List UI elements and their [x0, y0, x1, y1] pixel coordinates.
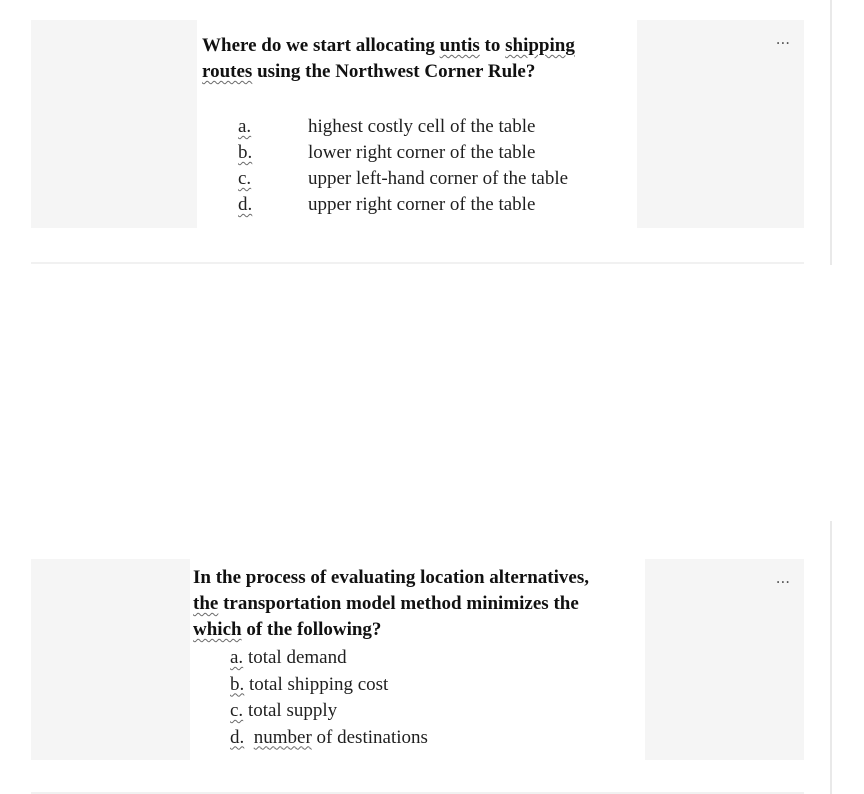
panel-edge-line — [830, 521, 832, 794]
option-text: highest costly cell of the table — [308, 116, 536, 137]
option-letter: d. — [238, 194, 253, 215]
answer-option-a[interactable] — [230, 645, 428, 672]
option-text: of destinations — [311, 726, 428, 748]
panel-edge-line — [830, 0, 832, 265]
answer-option-c[interactable] — [238, 166, 568, 192]
card-padding-right — [645, 559, 804, 760]
option-letter: a. — [230, 647, 244, 668]
answer-options — [230, 645, 428, 751]
answer-option-d[interactable] — [230, 725, 428, 752]
option-text: total shipping cost — [244, 673, 389, 695]
answer-options — [238, 114, 568, 218]
answer-option-b[interactable] — [230, 672, 428, 699]
more-options-icon[interactable]: ... — [775, 30, 790, 48]
answer-option-a[interactable] — [238, 114, 568, 140]
card-padding-left — [31, 559, 190, 760]
answer-option-d[interactable] — [238, 192, 568, 218]
option-letter: c. — [230, 700, 244, 721]
card-padding-left — [31, 20, 197, 228]
question-text: In the process of evaluating location alternatives, the transportation model method minimizes the which of the following? — [193, 567, 589, 640]
option-letter: a. — [238, 116, 252, 137]
more-options-icon[interactable]: ... — [775, 569, 790, 587]
option-letter: d. — [230, 726, 245, 748]
answer-option-c[interactable] — [230, 698, 428, 725]
option-letter: b. — [238, 142, 253, 163]
question-text: Where do we start allocating untis to shipping routes using the Northwest Corner Rule? — [202, 35, 575, 82]
option-text: lower right corner of the table — [308, 142, 536, 163]
question-card-1 — [31, 20, 804, 228]
option-spacer — [244, 727, 254, 748]
option-letter: c. — [238, 168, 252, 189]
question-card-2 — [31, 559, 804, 760]
option-text-squiggly: number — [253, 726, 312, 748]
section-divider — [31, 262, 804, 264]
card-padding-right — [637, 20, 804, 228]
option-text: total demand — [243, 647, 347, 668]
option-text: upper left-hand corner of the table — [308, 168, 569, 189]
answer-option-b[interactable] — [238, 140, 568, 166]
option-text: upper right corner of the table — [308, 194, 536, 215]
option-text: total supply — [243, 700, 338, 721]
option-letter: b. — [230, 673, 245, 695]
